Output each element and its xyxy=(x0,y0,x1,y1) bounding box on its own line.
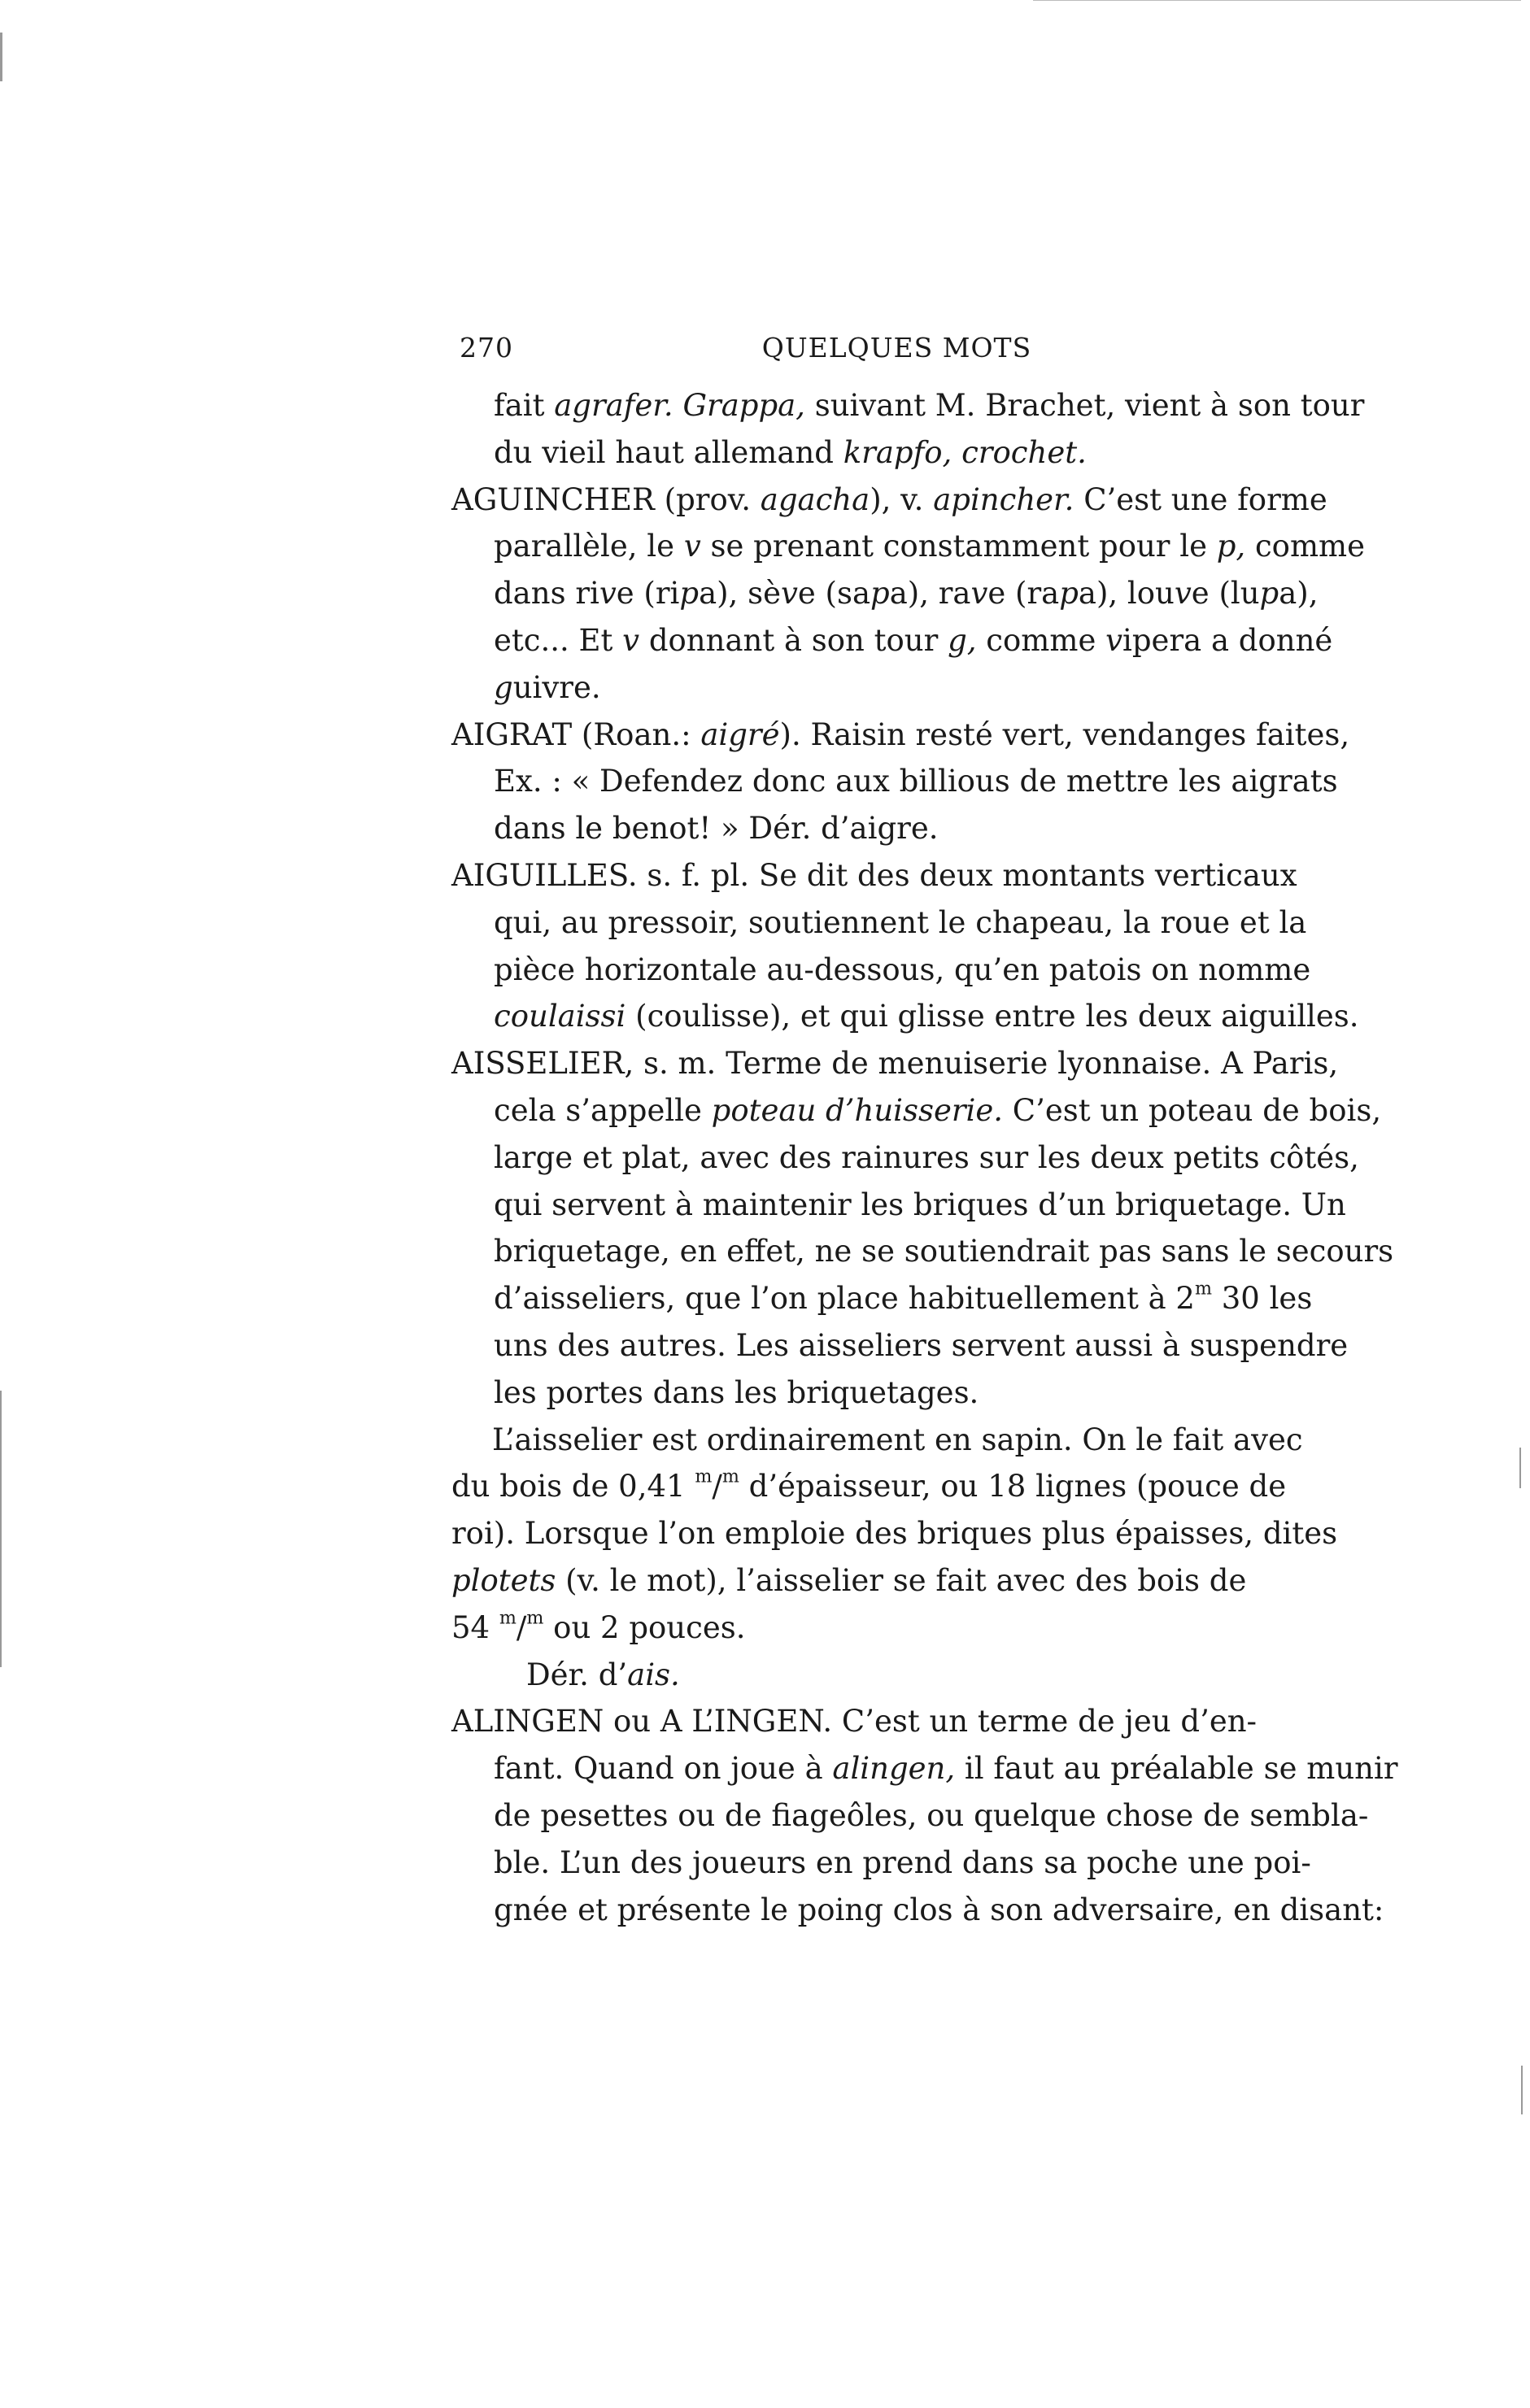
text-run: (v. le mot), l’aisselier se fait avec des bois de xyxy=(556,1562,1247,1598)
text-line xyxy=(451,382,1365,429)
text-run: agacha xyxy=(760,481,870,517)
text-run: p xyxy=(679,576,700,612)
text-run: apincher. xyxy=(933,481,1074,517)
text-line xyxy=(451,899,1330,947)
text-run: se prenant constamment pour le xyxy=(700,529,1217,564)
text-line xyxy=(451,1745,1398,1792)
text-line xyxy=(451,758,1338,805)
text-run: C’est une forme xyxy=(1074,481,1327,517)
text-run: v xyxy=(1105,622,1123,658)
text-line xyxy=(451,570,1330,617)
scan-edge-mark xyxy=(1521,2066,1523,2114)
text-line xyxy=(451,1369,1330,1417)
text-run: ), v. xyxy=(870,481,934,517)
text-run: roi). Lorsque l’on emploie des briques plus épaisses, dites xyxy=(451,1516,1338,1552)
text-run: gnée et présente le poing clos à son adversaire, en disant: xyxy=(494,1892,1384,1927)
text-run: Ex. : « Defendez donc aux billious de mettre les aigrats xyxy=(494,764,1338,799)
text-run: suivant M. Brachet, vient à son tour xyxy=(804,388,1365,423)
text-run: du bois de 0,41 xyxy=(451,1469,695,1504)
text-run: v xyxy=(1174,576,1192,612)
text-run: v xyxy=(970,576,988,612)
text-run: AGUINCHER (prov. xyxy=(451,481,761,517)
text-run: m xyxy=(499,1606,517,1628)
text-run: m xyxy=(695,1465,713,1487)
text-run: alingen, xyxy=(832,1751,956,1787)
scan-edge-mark xyxy=(1033,0,1521,1)
text-run: etc... Et xyxy=(494,622,623,658)
text-run: AIGUILLES. s. f. pl. Se dit des deux montants verticaux xyxy=(451,857,1297,893)
text-run: poteau d’huisserie. xyxy=(711,1092,1004,1128)
text-line xyxy=(451,429,1330,477)
text-line xyxy=(451,617,1333,664)
text-line xyxy=(451,523,1366,570)
text-run: v xyxy=(780,576,798,612)
text-line xyxy=(451,1510,1338,1557)
text-line xyxy=(451,1605,1330,1652)
page-number: 270 xyxy=(460,332,513,364)
text-run: large et plat, avec des rainures sur les deux petits côtés, xyxy=(494,1139,1359,1175)
text-line xyxy=(451,947,1330,994)
text-run: briquetage, en effet, ne se soutiendrait pas sans le secours xyxy=(494,1234,1394,1269)
text-run: / xyxy=(516,1609,527,1645)
text-run: m xyxy=(721,1465,739,1487)
text-line xyxy=(451,1652,1330,1699)
text-run: m xyxy=(526,1606,544,1628)
text-line xyxy=(451,1087,1382,1134)
text-run: qui, au pressoir, soutiennent le chapeau, la roue et la xyxy=(494,904,1307,940)
text-run: a), sè xyxy=(699,576,781,612)
text-run: comme xyxy=(976,622,1106,658)
text-run: cela s’appelle xyxy=(494,1092,712,1128)
text-line xyxy=(451,712,1350,759)
text-line xyxy=(451,1275,1330,1322)
text-run: v xyxy=(622,622,640,658)
text-run: Dér. d’ xyxy=(526,1657,628,1692)
text-run: g xyxy=(494,669,513,705)
scan-edge-mark xyxy=(1519,1448,1521,1488)
text-line xyxy=(451,805,1330,852)
text-run: de pesettes ou de fiageôles, ou quelque chose de sembla- xyxy=(494,1797,1369,1833)
text-run: du vieil haut allemand xyxy=(494,434,843,470)
text-run: (coulisse), et qui glisse entre les deux aiguilles. xyxy=(626,999,1359,1034)
text-run: e (lu xyxy=(1191,576,1260,612)
text-run: parallèle, le xyxy=(494,529,684,564)
text-run: e (ri xyxy=(616,576,680,612)
text-run: g, xyxy=(948,622,977,658)
text-run: ble. L’un des joueurs en prend dans sa poche une poi- xyxy=(494,1844,1311,1880)
text-run: a), xyxy=(1279,576,1319,612)
text-run: e (ra xyxy=(987,576,1060,612)
text-run: L’aisselier est ordinairement en sapin. On le fait avec xyxy=(492,1422,1303,1457)
text-line xyxy=(451,1228,1394,1275)
text-line xyxy=(451,477,1330,524)
text-run xyxy=(673,388,683,423)
text-run: a), lou xyxy=(1078,576,1175,612)
text-line xyxy=(451,1182,1346,1229)
text-run: pièce horizontale au-dessous, qu’en patois on nomme xyxy=(494,951,1311,987)
text-line xyxy=(451,1463,1330,1510)
text-run: 54 xyxy=(451,1609,499,1645)
text-run: p xyxy=(870,576,890,612)
text-line xyxy=(451,1557,1330,1605)
text-run: dans le benot! » Dér. d’aigre. xyxy=(494,811,939,847)
text-run: il faut au préalable se munir xyxy=(955,1751,1398,1787)
text-run: ipera a donné xyxy=(1122,622,1333,658)
body-text xyxy=(451,382,1398,1933)
text-run: krapfo, crochet. xyxy=(843,434,1087,470)
text-line xyxy=(451,664,1330,712)
text-run: fait xyxy=(494,388,555,423)
running-head: QUELQUES MOTS xyxy=(761,332,1032,364)
text-run: v xyxy=(599,576,617,612)
text-run: aigré xyxy=(700,716,780,752)
text-run: uns des autres. Les aisseliers servent aussi à suspendre xyxy=(494,1327,1349,1363)
text-run: qui servent à maintenir les briques d’un briquetage. Un xyxy=(494,1187,1346,1222)
text-line xyxy=(451,993,1359,1040)
text-run: ). Raisin resté vert, vendanges faites, xyxy=(779,716,1350,752)
text-run: coulaissi xyxy=(494,999,626,1034)
text-run: agrafer. xyxy=(554,388,673,423)
text-run: m xyxy=(1194,1278,1212,1300)
text-run: p, xyxy=(1216,529,1246,564)
text-line xyxy=(451,1322,1349,1369)
text-run: comme xyxy=(1245,529,1366,564)
scan-edge-mark xyxy=(0,33,2,81)
text-run: plotets xyxy=(451,1562,556,1598)
page-header xyxy=(460,332,1334,372)
text-run: a), ra xyxy=(889,576,971,612)
text-run: d’épaisseur, ou 18 lignes (pouce de xyxy=(739,1469,1287,1504)
text-run: ou 2 pouces. xyxy=(543,1609,746,1645)
text-run: p xyxy=(1059,576,1079,612)
text-line xyxy=(451,1887,1384,1934)
text-run: 30 les xyxy=(1211,1281,1313,1317)
text-line xyxy=(451,1134,1359,1182)
text-line xyxy=(451,1040,1339,1087)
text-run: v xyxy=(683,529,701,564)
text-run: d’aisseliers, que l’on place habituellement à 2 xyxy=(494,1281,1195,1317)
text-run: / xyxy=(712,1469,722,1504)
text-run: AISSELIER, s. m. Terme de menuiserie lyonnaise. A Paris, xyxy=(451,1046,1339,1082)
text-line xyxy=(451,1698,1330,1745)
text-run: ALINGEN ou A L’INGEN. C’est un terme de jeu d’en- xyxy=(451,1704,1258,1740)
text-run: les portes dans les briquetages. xyxy=(494,1374,979,1410)
text-run: ais. xyxy=(627,1657,680,1692)
text-line xyxy=(451,1417,1330,1464)
text-run: dans ri xyxy=(494,576,599,612)
text-run: fant. Quand on joue à xyxy=(494,1751,833,1787)
text-line xyxy=(451,852,1330,899)
text-run: e (sa xyxy=(797,576,871,612)
text-run: uivre. xyxy=(512,669,601,705)
text-line xyxy=(451,1792,1369,1840)
text-run: AIGRAT (Roan.: xyxy=(451,716,701,752)
text-run: C’est un poteau de bois, xyxy=(1003,1092,1382,1128)
scan-edge-mark xyxy=(0,1391,2,1667)
text-run: Grappa, xyxy=(682,388,805,423)
text-run: donnant à son tour xyxy=(639,622,948,658)
text-line xyxy=(451,1840,1330,1887)
text-run: p xyxy=(1259,576,1279,612)
